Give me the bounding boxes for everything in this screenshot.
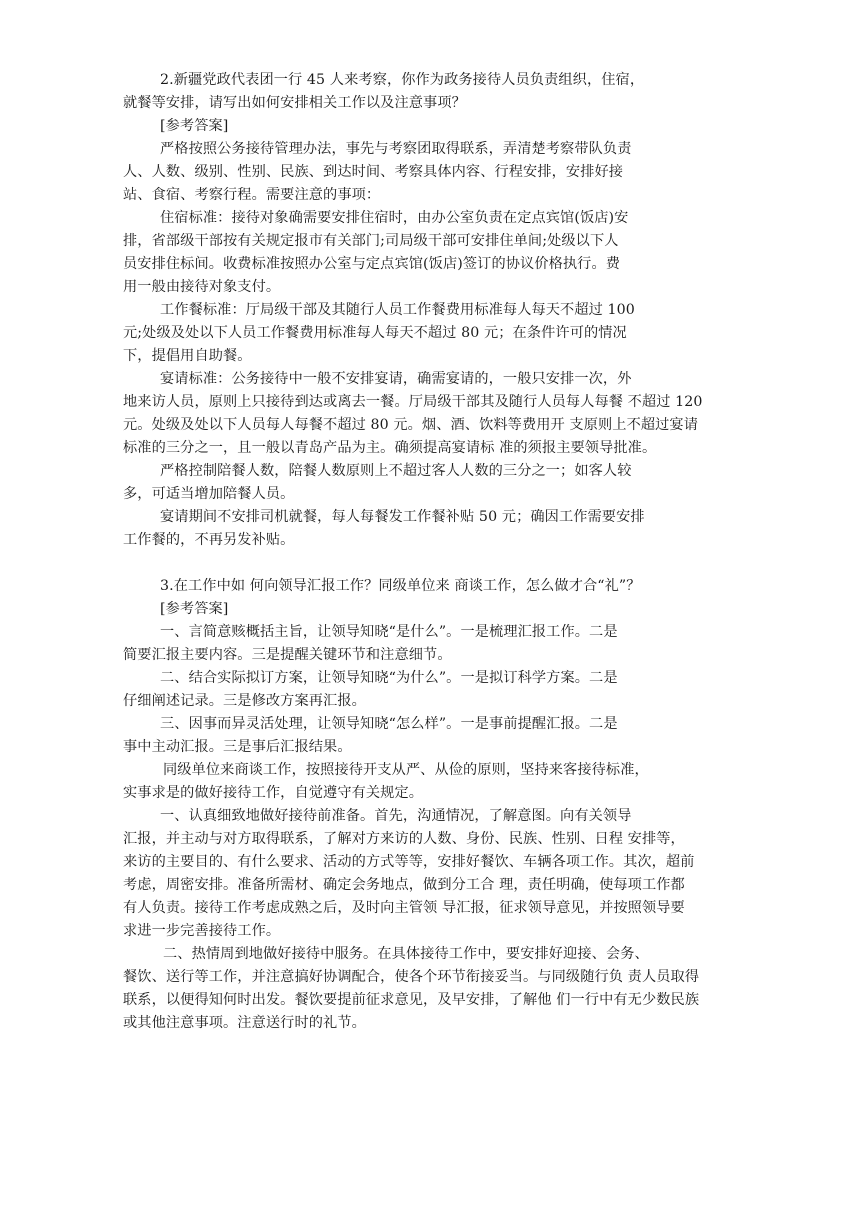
q3-paragraph-line: 仔细阐述记录。三是修改方案再汇报。 — [123, 693, 366, 709]
q2-paragraph-line: 元;处级及处以下人员工作餐费用标准每人每天不超过 80 元；在条件许可的情况 — [123, 325, 627, 341]
q3-paragraph-line: 一、言简意赅概括主旨，让领导知晓“是什么”。一是梳理汇报工作。二是 — [160, 624, 618, 640]
q2-paragraph-line: 元。处级及处以下人员每人每餐不超过 80 元。烟、酒、饮料等费用开 支原则上不超过宴请 — [123, 417, 699, 433]
q3-paragraph-line: 来访的主要目的、有什么要求、活动的方式等等，安排好餐饮、车辆各项工作。其次，超前 — [123, 854, 695, 870]
q3-paragraph-line: 考虑，周密安排。准备所需材、确定会务地点，做到分工合 理，责任明确，使每项工作都 — [123, 877, 685, 893]
q2-paragraph-line: 工作餐的，不再另发补贴。 — [123, 532, 295, 548]
q2-paragraph-line: 宴请标准：公务接待中一般不安排宴请，确需宴请的，一般只安排一次，外 — [160, 371, 632, 387]
q2-paragraph-line: 严格按照公务接待管理办法，事先与考察团取得联系，弄清楚考察带队负责 — [160, 141, 632, 157]
q2-question-line: 2.新疆党政代表团一行 45 人来考察，你作为政务接待人员负责组织，住宿， — [160, 72, 645, 88]
q3-paragraph-line: 二、结合实际拟订方案，让领导知晓“为什么”。一是拟订科学方案。二是 — [160, 670, 618, 686]
q2-paragraph-line: 下，提倡用自助餐。 — [123, 348, 252, 364]
q3-paragraph-line: 联系，以便得知何时出发。餐饮要提前征求意见，及早安排，了解他 们一行中有无少数民族 — [123, 992, 700, 1008]
q2-paragraph-line: 严格控制陪餐人数，陪餐人数原则上不超过客人人数的三分之一；如客人较 — [160, 463, 632, 479]
q2-answer-label: [参考答案] — [160, 118, 229, 134]
q2-paragraph-line: 员安排住标间。收费标准按照办公室与定点宾馆(饭店)签订的协议价格执行。费 — [123, 256, 621, 272]
q2-paragraph-line: 用一般由接待对象支付。 — [123, 279, 281, 295]
q2-paragraph-line: 住宿标准：接待对象确需要安排住宿时，由办公室负责在定点宾馆(饭店)安 — [160, 210, 629, 226]
q3-paragraph-line: 有人负责。接待工作考虑成熟之后，及时向主管领 导汇报，征求领导意见，并按照领导要 — [123, 900, 685, 916]
q2-paragraph-line: 排，省部级干部按有关规定报市有关部门;司局级干部可安排住单间;处级以下人 — [123, 233, 619, 249]
q3-paragraph-line: 餐饮、送行等工作，并注意搞好协调配合，使各个环节衔接妥当。与同级随行负 责人员取得 — [123, 969, 700, 985]
q2-paragraph-line: 标准的三分之一，且一般以青岛产品为主。确须提高宴请标 准的须报主要领导批准。 — [123, 440, 657, 456]
q3-paragraph-line: 同级单位来商谈工作，按照接待开支从严、从俭的原则，坚持来客接待标准， — [163, 762, 649, 778]
q2-paragraph-line: 工作餐标准：厅局级干部及其随行人员工作餐费用标准每人每天不超过 100 — [160, 302, 635, 318]
q3-paragraph-line: 汇报，并主动与对方取得联系，了解对方来访的人数、身份、民族、性别、日程 安排等， — [123, 831, 685, 847]
q2-paragraph-line: 地来访人员，原则上只接待到达或离去一餐。厅局级干部其及随行人员每人每餐 不超过 120 — [123, 394, 703, 410]
q3-question: 3.在工作中如 何向领导汇报工作？同级单位来 商谈工作，怎么做才合“礼”？ — [160, 578, 641, 594]
q3-answer-label: [参考答案] — [160, 601, 229, 617]
q2-paragraph-line: 多，可适当增加陪餐人员。 — [123, 486, 295, 502]
q2-paragraph-line: 站、食宿、考察行程。需要注意的事项： — [123, 187, 381, 203]
q3-paragraph-line: 三、因事而异灵活处理，让领导知晓“怎么样”。一是事前提醒汇报。二是 — [160, 716, 618, 732]
q3-paragraph-line: 事中主动汇报。三是事后汇报结果。 — [123, 739, 352, 755]
q3-paragraph-line: 一、认真细致地做好接待前准备。首先，沟通情况，了解意图。向有关领导 — [160, 808, 632, 824]
q3-paragraph-line: 或其他注意事项。注意送行时的礼节。 — [123, 1015, 366, 1031]
q3-paragraph-line: 求进一步完善接待工作。 — [123, 923, 281, 939]
q3-paragraph-line: 简要汇报主要内容。三是提醒关键环节和注意细节。 — [123, 647, 452, 663]
q3-paragraph-line: 二、热情周到地做好接待中服务。在具体接待工作中，要安排好迎接、会务、 — [163, 946, 649, 962]
q2-paragraph-line: 宴请期间不安排司机就餐，每人每餐发工作餐补贴 50 元；确因工作需要安排 — [160, 509, 645, 525]
q3-paragraph-line: 实事求是的做好接待工作，自觉遵守有关规定。 — [123, 785, 424, 801]
q2-question-line: 就餐等安排，请写出如何安排相关工作以及注意事项？ — [123, 95, 466, 111]
q2-paragraph-line: 人、人数、级别、性别、民族、到达时间、考察具体内容、行程安排，安排好接 — [123, 164, 624, 180]
